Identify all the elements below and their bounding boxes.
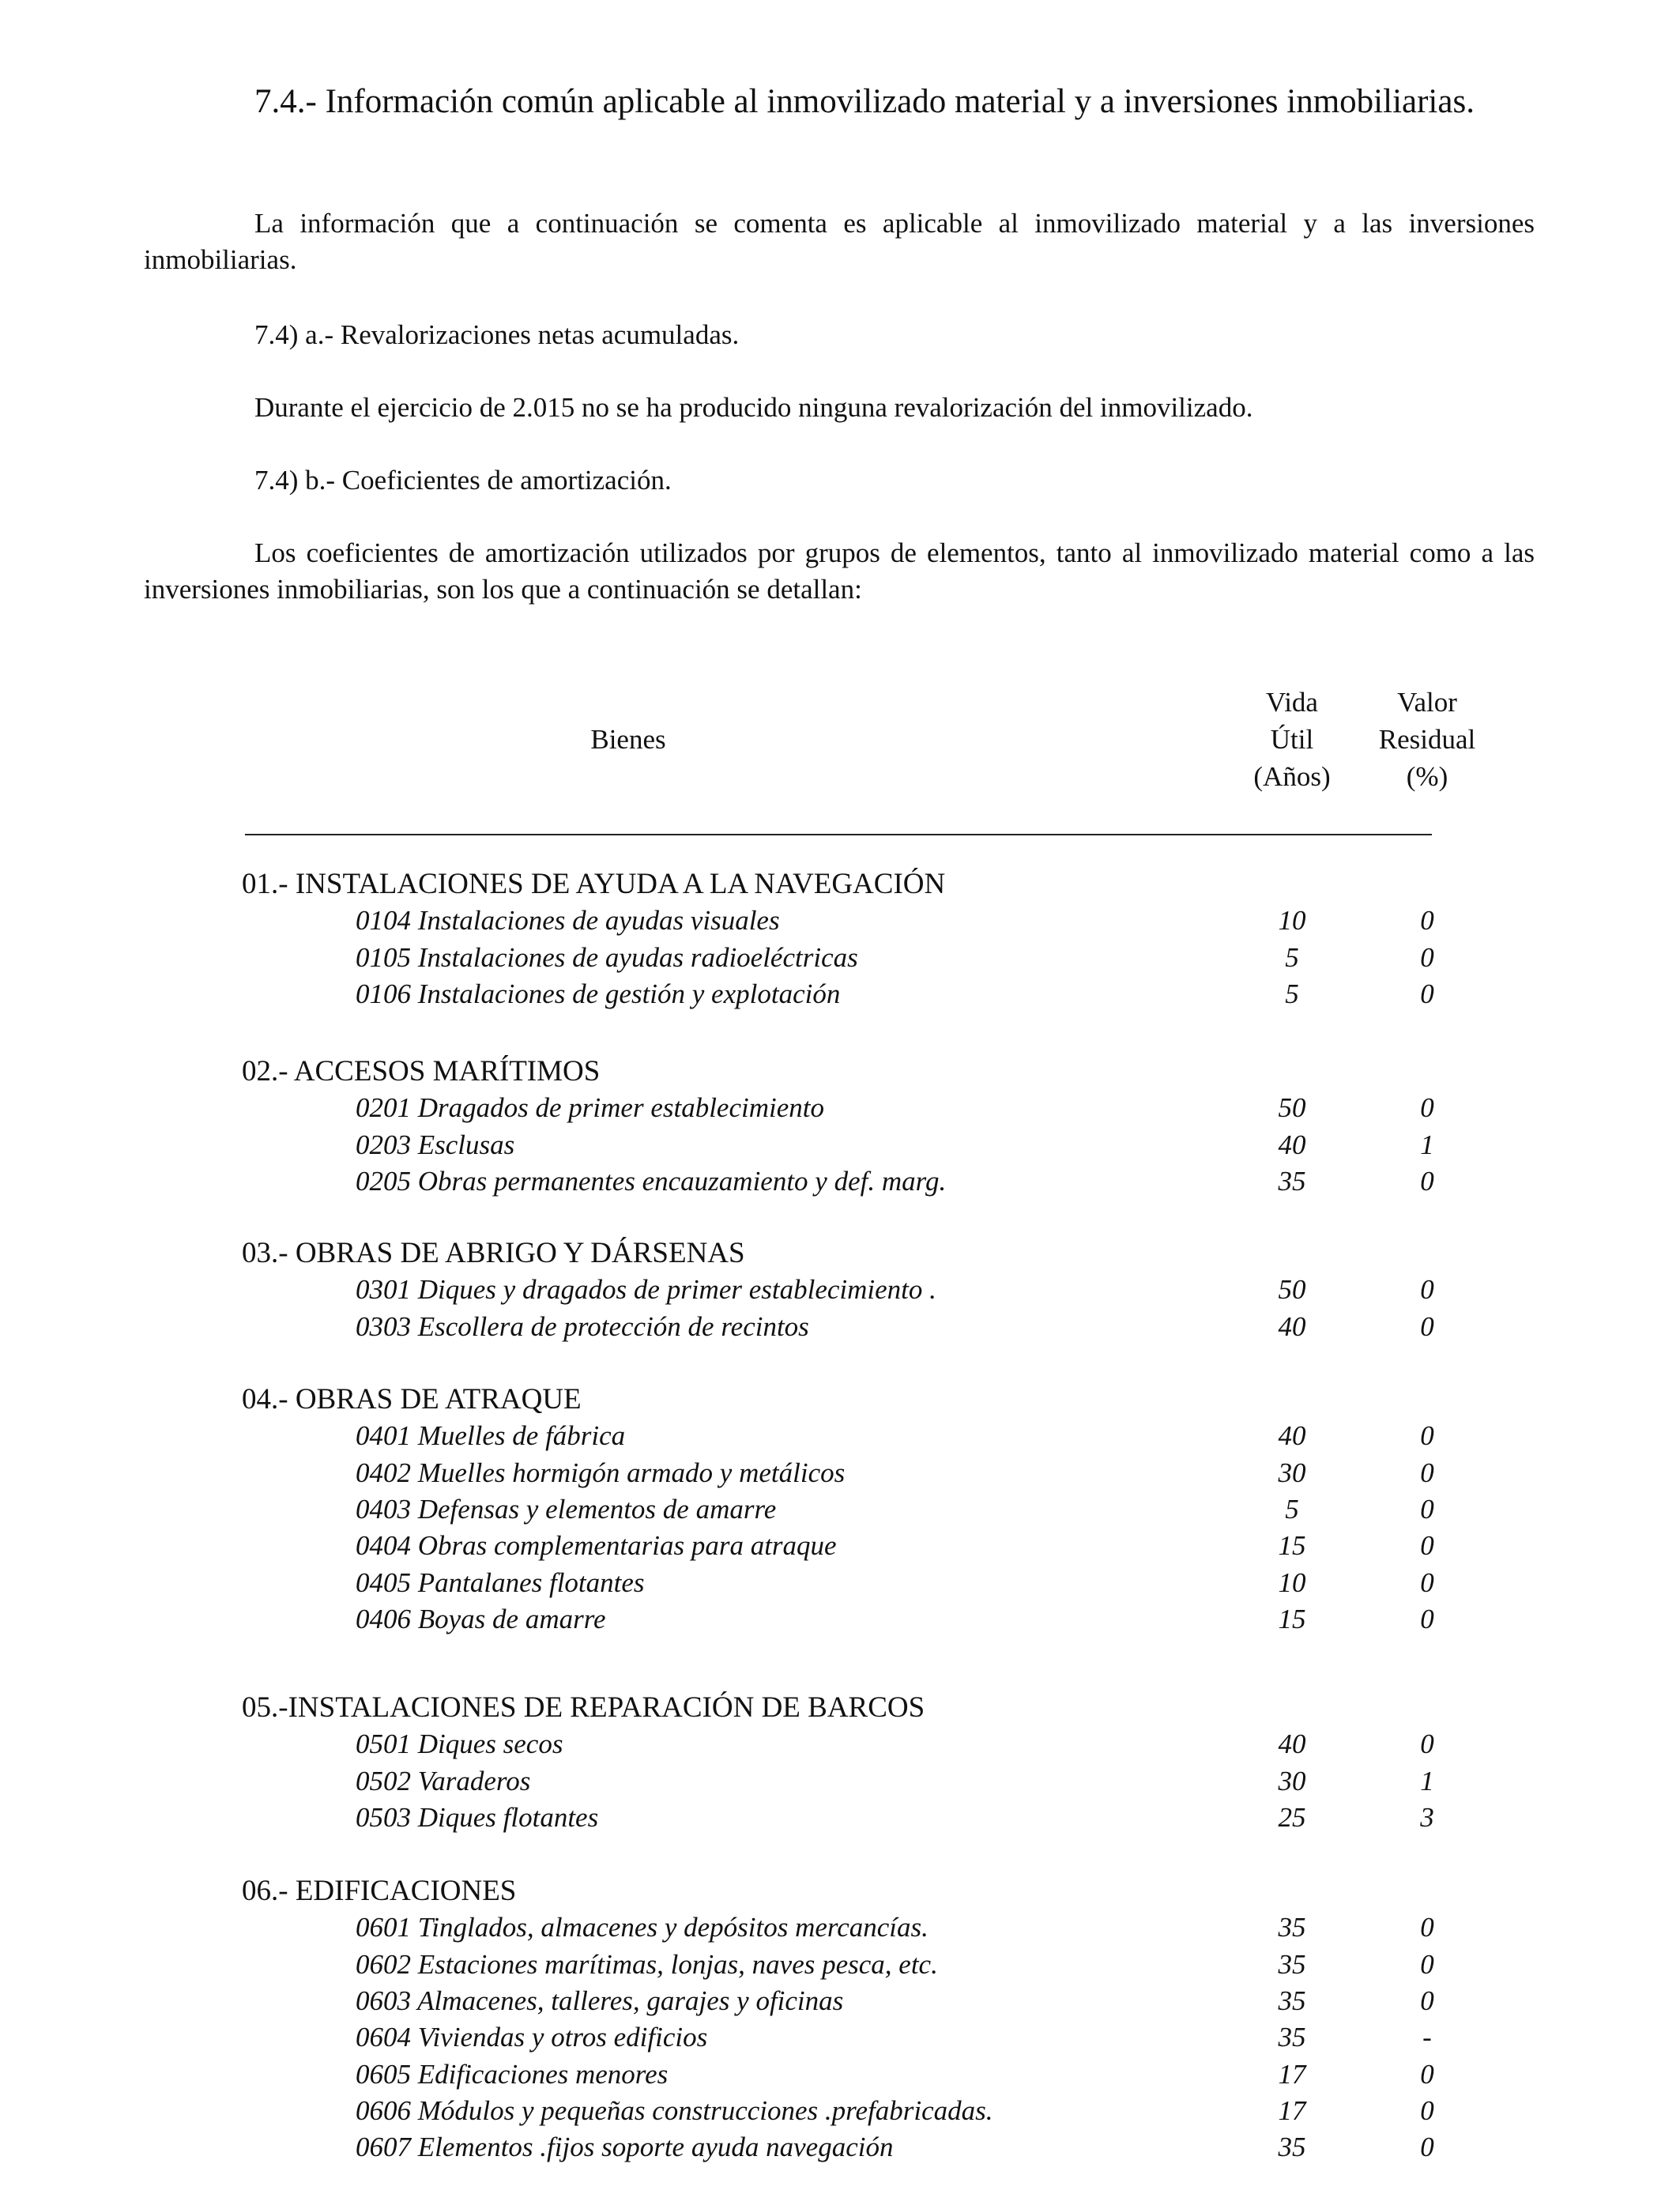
item-vida-util: 5 [1285, 978, 1299, 1009]
item-vida-util: 5 [1285, 1493, 1299, 1525]
item-name: 0406 Boyas de amarre [356, 1603, 606, 1634]
item-name: 0404 Obras complementarias para atraque [356, 1530, 837, 1562]
item-valor-residual: 1 [1420, 1765, 1434, 1796]
item-name: 0403 Defensas y elementos de amarre [356, 1493, 777, 1525]
group-title: 04.- OBRAS DE ATRAQUE [242, 1383, 582, 1416]
item-valor-residual: 3 [1420, 1801, 1434, 1833]
item-vida-util: 30 [1278, 1457, 1306, 1488]
group-title: 02.- ACCESOS MARÍTIMOS [242, 1055, 601, 1088]
group-title: 06.- EDIFICACIONES [242, 1875, 517, 1907]
item-vida-util: 10 [1278, 905, 1306, 937]
item-vida-util: 15 [1278, 1530, 1306, 1562]
item-valor-residual: 0 [1420, 1948, 1434, 1980]
item-valor-residual: 0 [1420, 1728, 1434, 1760]
item-name: 0606 Módulos y pequeñas construcciones .prefabricadas. [356, 2094, 993, 2126]
item-name: 0502 Varaderos [356, 1765, 531, 1796]
item-vida-util: 25 [1278, 1801, 1306, 1833]
item-name: 0607 Elementos .fijos soporte ayuda navegación [356, 2132, 894, 2163]
group-title: 05.-INSTALACIONES DE REPARACIÓN DE BARCOS [242, 1691, 925, 1724]
section-title [144, 79, 1535, 124]
item-vida-util: 30 [1278, 1765, 1306, 1796]
group-title: 03.- OBRAS DE ABRIGO Y DÁRSENAS [242, 1237, 745, 1269]
item-vida-util: 17 [1278, 2094, 1306, 2126]
item-valor-residual: 0 [1420, 1420, 1434, 1452]
item-vida-util: 40 [1278, 1129, 1306, 1160]
item-valor-residual: 0 [1420, 1985, 1434, 2016]
item-valor-residual: 0 [1420, 1274, 1434, 1306]
item-vida-util: 35 [1278, 2022, 1306, 2053]
item-valor-residual: 0 [1420, 2094, 1434, 2126]
item-name: 0604 Viviendas y otros edificios [356, 2022, 708, 2053]
subsection-b-text: Los coeficientes de amortización utilizados por grupos de elementos, tanto al inmovilizado material como a las inversiones inmobiliarias, son los que a continuación se detallan: [144, 537, 1535, 605]
item-name: 0203 Esclusas [356, 1129, 515, 1160]
item-vida-util: 35 [1278, 2132, 1306, 2163]
intro-paragraph [144, 205, 1535, 278]
item-name: 0104 Instalaciones de ayudas visuales [356, 905, 780, 937]
intro-text: La información que a continuación se comenta es aplicable al inmovilizado material y a las inversiones inmobiliarias. [144, 208, 1535, 275]
item-vida-util: 5 [1285, 941, 1299, 973]
item-valor-residual: 0 [1420, 905, 1434, 937]
item-vida-util: 40 [1278, 1728, 1306, 1760]
item-name: 0501 Diques secos [356, 1728, 563, 1760]
item-name: 0301 Diques y dragados de primer establecimiento . [356, 1274, 936, 1306]
item-valor-residual: 0 [1420, 2058, 1434, 2090]
item-valor-residual: 0 [1420, 1912, 1434, 1943]
item-valor-residual: 1 [1420, 1129, 1434, 1160]
item-valor-residual: 0 [1420, 1566, 1434, 1598]
subsection-a-heading: 7.4) a.- Revalorizaciones netas acumuladas. [254, 319, 740, 350]
item-vida-util: 35 [1278, 1985, 1306, 2016]
section-title-text: 7.4.- Información común aplicable al inmovilizado material y a inversiones inmobiliarias. [254, 83, 1475, 120]
item-vida-util: 10 [1278, 1566, 1306, 1598]
item-vida-util: 35 [1278, 1948, 1306, 1980]
item-name: 0603 Almacenes, talleres, garajes y oficinas [356, 1985, 844, 2016]
item-valor-residual: 0 [1420, 941, 1434, 973]
header-valor-line1: Valor [1397, 687, 1457, 718]
item-name: 0401 Muelles de fábrica [356, 1420, 626, 1452]
item-valor-residual: 0 [1420, 1530, 1434, 1562]
item-valor-residual: 0 [1420, 978, 1434, 1009]
subsection-b-heading: 7.4) b.- Coeficientes de amortización. [254, 465, 672, 496]
item-name: 0303 Escollera de protección de recintos [356, 1310, 809, 1342]
item-vida-util: 40 [1278, 1310, 1306, 1342]
item-vida-util: 35 [1278, 1165, 1306, 1197]
item-valor-residual: 0 [1420, 1603, 1434, 1634]
item-vida-util: 50 [1278, 1092, 1306, 1124]
header-vida-line3: (Años) [1253, 761, 1331, 792]
header-valor-line3: (%) [1406, 761, 1448, 792]
item-valor-residual: 0 [1420, 1493, 1434, 1525]
item-valor-residual: 0 [1420, 1165, 1434, 1197]
item-valor-residual: 0 [1420, 1092, 1434, 1124]
item-valor-residual: 0 [1420, 1310, 1434, 1342]
item-vida-util: 35 [1278, 1912, 1306, 1943]
item-vida-util: 17 [1278, 2058, 1306, 2090]
item-name: 0205 Obras permanentes encauzamiento y def. marg. [356, 1165, 947, 1197]
item-vida-util: 15 [1278, 1603, 1306, 1634]
subsection-b-paragraph [144, 535, 1535, 608]
item-name: 0601 Tinglados, almacenes y depósitos mercancías. [356, 1912, 929, 1943]
group-title: 01.- INSTALACIONES DE AYUDA A LA NAVEGACIÓN [242, 868, 946, 900]
item-name: 0402 Muelles hormigón armado y metálicos [356, 1457, 846, 1488]
item-name: 0106 Instalaciones de gestión y explotación [356, 978, 841, 1009]
item-valor-residual: - [1422, 2022, 1432, 2053]
item-name: 0602 Estaciones marítimas, lonjas, naves pesca, etc. [356, 1948, 938, 1980]
header-vida-line1: Vida [1266, 687, 1318, 718]
header-vida-line2: Útil [1270, 724, 1314, 755]
subsection-a-text: Durante el ejercicio de 2.015 no se ha producido ninguna revalorización del inmovilizado. [254, 392, 1253, 423]
header-valor-residual [1360, 684, 1494, 795]
item-name: 0605 Edificaciones menores [356, 2058, 669, 2090]
item-vida-util: 40 [1278, 1420, 1306, 1452]
item-valor-residual: 0 [1420, 1457, 1434, 1488]
item-valor-residual: 0 [1420, 2132, 1434, 2163]
item-name: 0503 Diques flotantes [356, 1801, 599, 1833]
header-vida-util [1233, 684, 1351, 795]
item-vida-util: 50 [1278, 1274, 1306, 1306]
item-name: 0105 Instalaciones de ayudas radioeléctricas [356, 941, 858, 973]
header-rule [245, 834, 1432, 835]
item-name: 0201 Dragados de primer establecimiento [356, 1092, 824, 1124]
header-bienes: Bienes [590, 724, 666, 755]
item-name: 0405 Pantalanes flotantes [356, 1566, 645, 1598]
header-valor-line2: Residual [1378, 724, 1476, 755]
